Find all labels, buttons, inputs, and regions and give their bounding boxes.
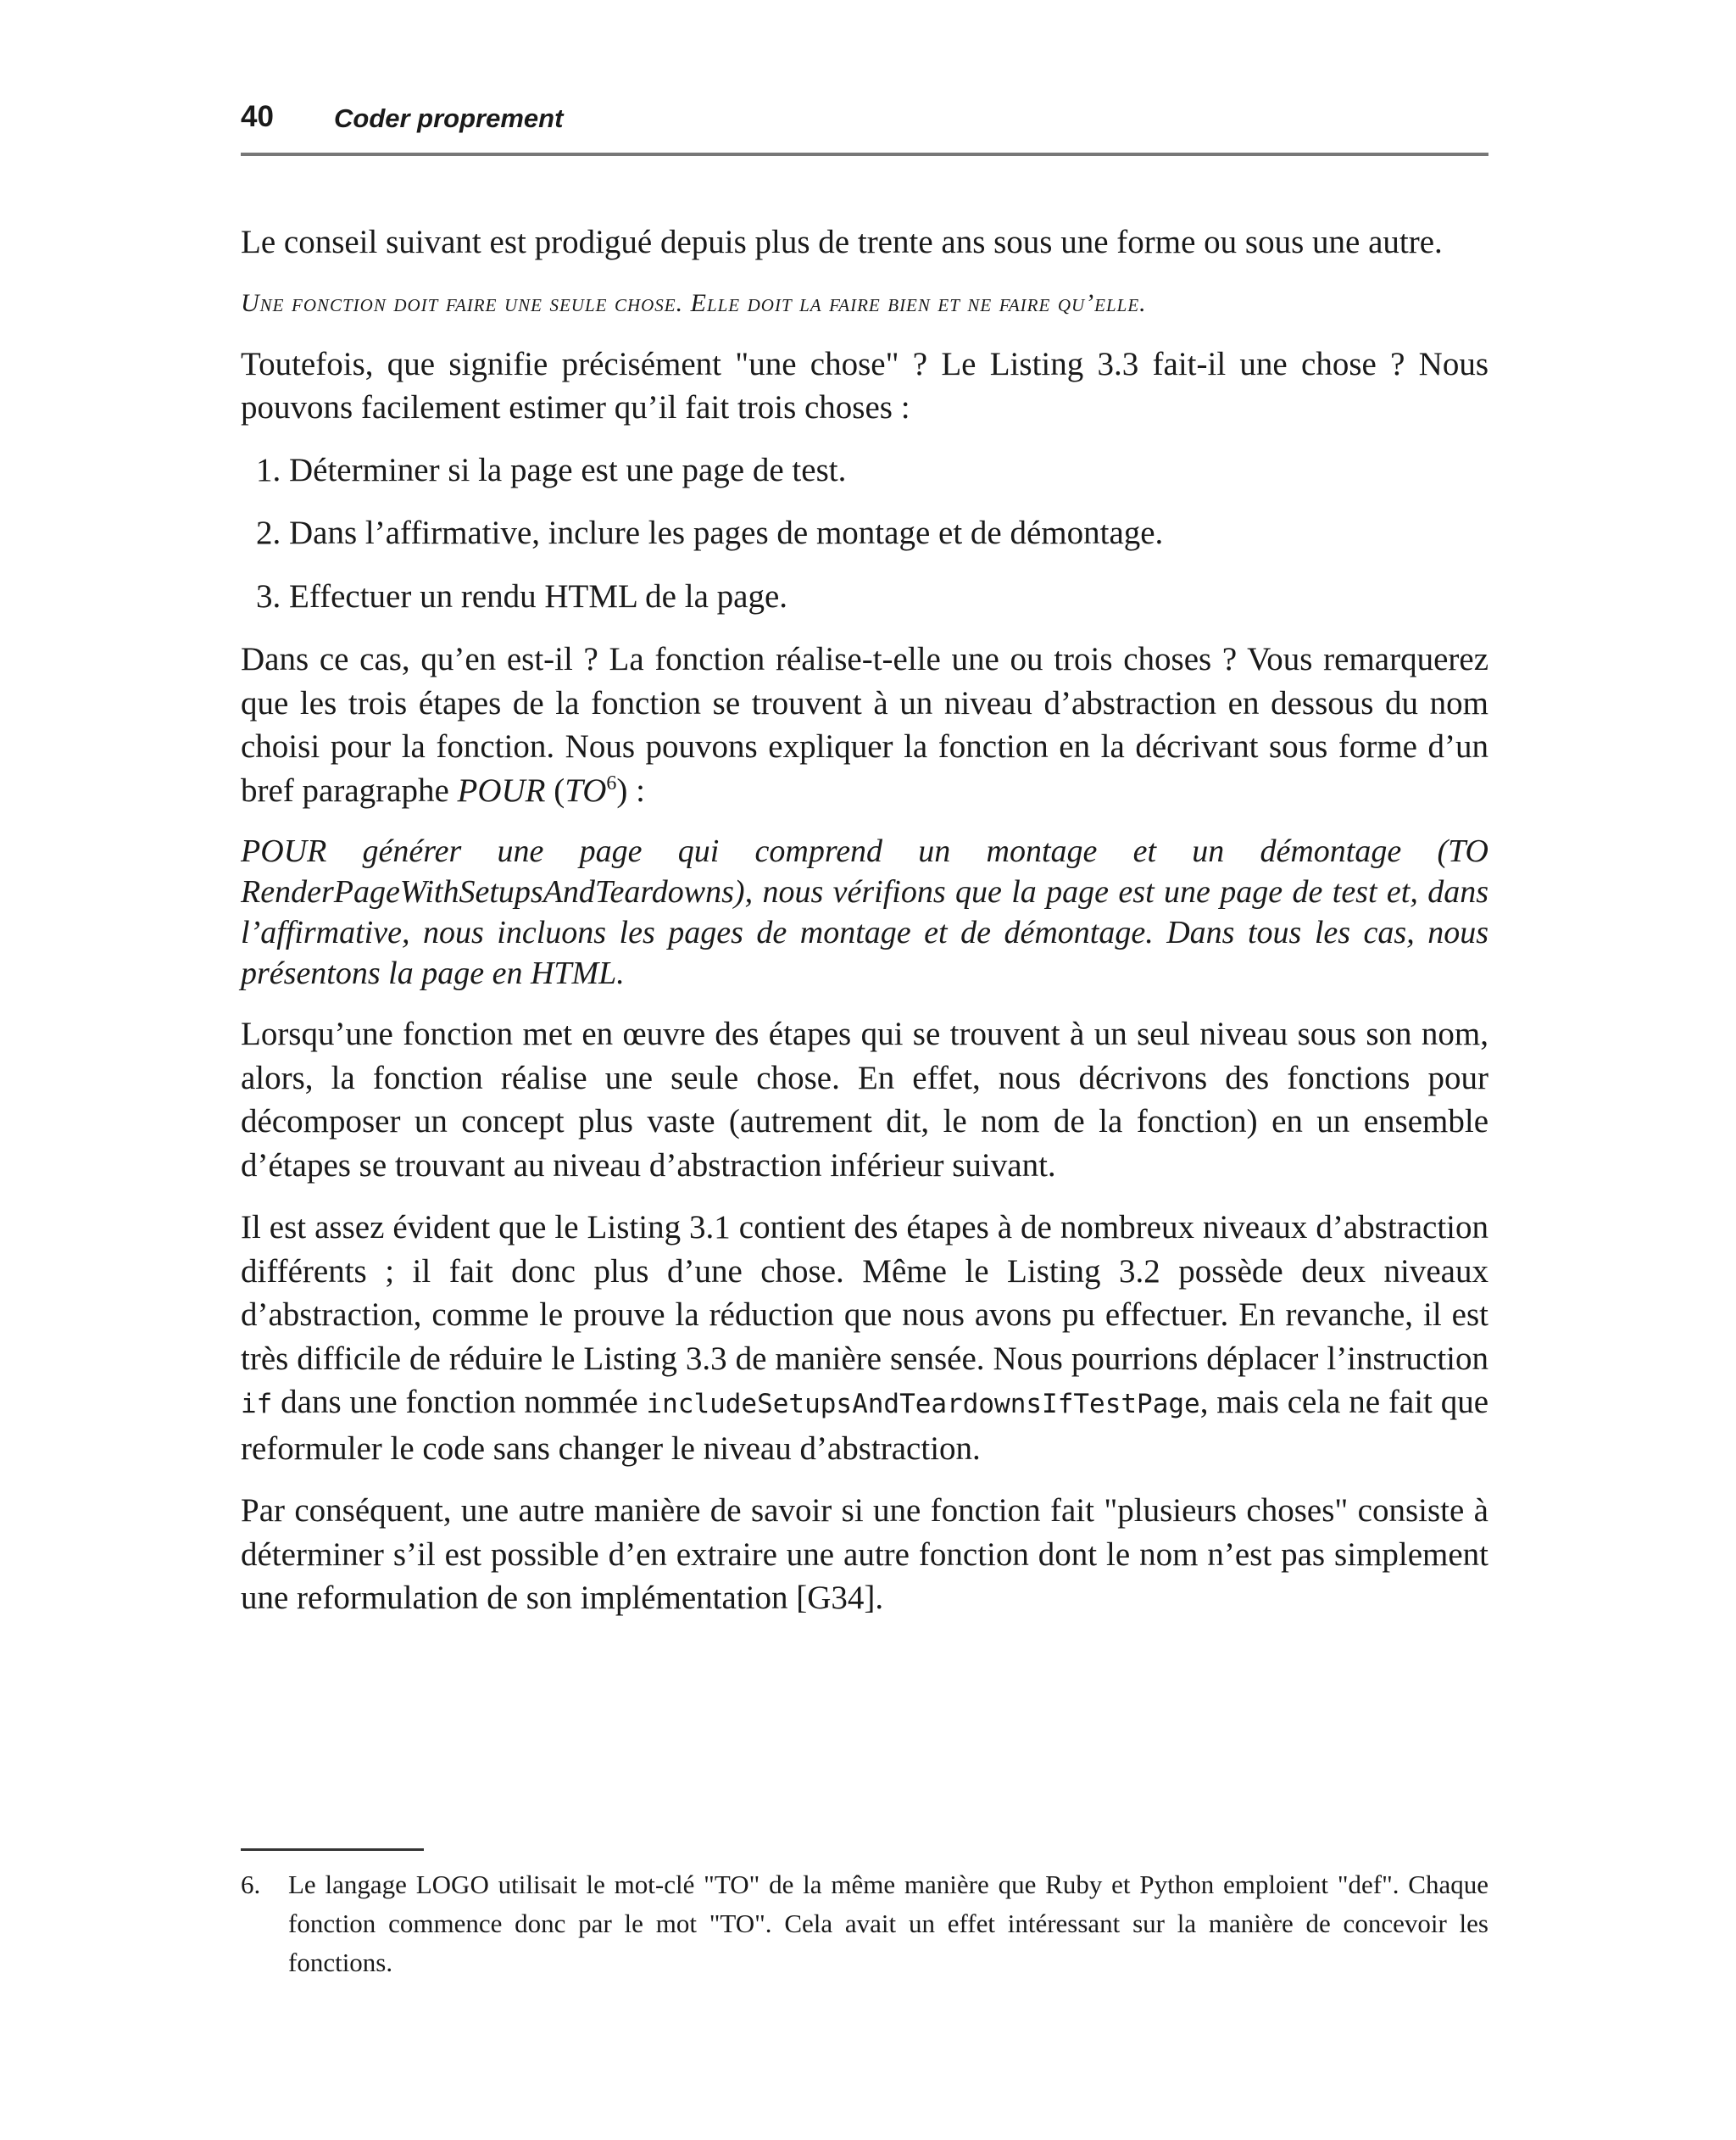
- listing-text-a: Il est assez évident que le Listing 3.1 contient des étapes à de nombreux niveaux d’abstraction différents ; il fait donc plus d’une chose. Même le Listing 3.2 possède deux niveaux d’abstraction, comme le prouve la réduction que nous avons pu effectuer. En revanche, il est très difficile de réduire le Listing 3.3 de manière sensée. Nous pourrions déplacer l’instruction: [241, 1209, 1488, 1377]
- code-if: if: [241, 1389, 273, 1419]
- abstraction-text: Dans ce cas, qu’en est-il ? La fonction réalise-t-elle une ou trois choses ? Vous remarquerez que les trois étapes de la fonction se trouvent à un niveau d’abstraction en dessous du nom choisi pour la fonction. Nous pouvons expliquer la fonction en la décrivant sous forme d’un bref paragraphe: [241, 641, 1488, 809]
- listing-text-c: , mais cela ne fait que reformuler le code sans changer le niveau d’abstraction.: [241, 1384, 1489, 1467]
- listing-text-b: dans une fonction nommée: [272, 1384, 647, 1420]
- principle-quote: Une fonction doit faire une seule chose. Elle doit la faire bien et ne faire qu’elle.: [241, 288, 1147, 317]
- abstraction-paragraph: [241, 638, 1488, 812]
- footnote: [241, 1865, 1488, 1982]
- steps-list: [241, 449, 1488, 619]
- listing-paragraph: [241, 1206, 1488, 1470]
- conclusion-paragraph: Par conséquent, une autre manière de savoir si une fonction fait "plusieurs choses" consiste à déterminer s’il est possible d’en extraire une autre fonction dont le nom n’est pas simplement une reformulation de son implémentation [G34].: [241, 1492, 1488, 1616]
- question-paragraph: Toutefois, que signifie précisément "une chose" ? Le Listing 3.3 fait-il une chose ? Nous pouvons facilement estimer qu’il fait trois choses :: [241, 345, 1488, 426]
- list-item-number: 3.: [256, 577, 281, 615]
- list-item-text: Déterminer si la page est une page de test.: [289, 451, 847, 488]
- list-item-number: 2.: [256, 515, 281, 551]
- main-text: [241, 220, 1488, 1639]
- to-paragraph-quote: POUR générer une page qui comprend un montage et un démontage (TO RenderPageWithSetupsAndTeardowns), nous vérifions que la page est une page de test et, dans l’affirmative, nous incluons les pages de montage et de démontage. Dans tous les cas, nous présentons la page en HTML.: [241, 833, 1488, 991]
- footnote-number: 6.: [241, 1870, 261, 1899]
- footnote-reference[interactable]: 6: [606, 772, 617, 794]
- book-title: Coder proprement: [334, 103, 564, 133]
- paren-close: ) :: [616, 772, 645, 809]
- footnote-text: Le langage LOGO utilisait le mot-clé "TO" de la même manière que Ruby et Python emploient "def". Chaque fonction commence donc par le mot "TO". Cela avait un effet intéressant sur la manière de concevoir les fonctions.: [288, 1870, 1488, 1977]
- paren-open: (: [545, 772, 565, 809]
- footnote-divider: [241, 1848, 424, 1851]
- page-number: 40: [241, 100, 274, 133]
- list-item: [241, 449, 1488, 493]
- list-item-text: Dans l’affirmative, inclure les pages de montage et de démontage.: [289, 515, 1164, 551]
- pour-label: POUR: [457, 772, 546, 809]
- running-header: [241, 95, 1488, 156]
- list-item: [241, 511, 1488, 555]
- one-level-paragraph: Lorsqu’une fonction met en œuvre des étapes qui se trouvent à un seul niveau sous son nom, alors, la fonction réalise une seule chose. En effet, nous décrivons des fonctions pour décomposer un concept plus vaste (autrement dit, le nom de la fonction) en un ensemble d’étapes se trouvant au niveau d’abstraction inférieur suivant.: [241, 1016, 1488, 1184]
- list-item: [241, 575, 1488, 619]
- list-item-text: Effectuer un rendu HTML de la page.: [289, 577, 788, 615]
- list-item-number: 1.: [256, 451, 281, 488]
- to-label: TO: [565, 772, 607, 809]
- code-function-name: includeSetupsAndTeardownsIfTestPage: [646, 1389, 1200, 1419]
- intro-paragraph: Le conseil suivant est prodigué depuis plus de trente ans sous une forme ou sous une autre.: [241, 224, 1443, 260]
